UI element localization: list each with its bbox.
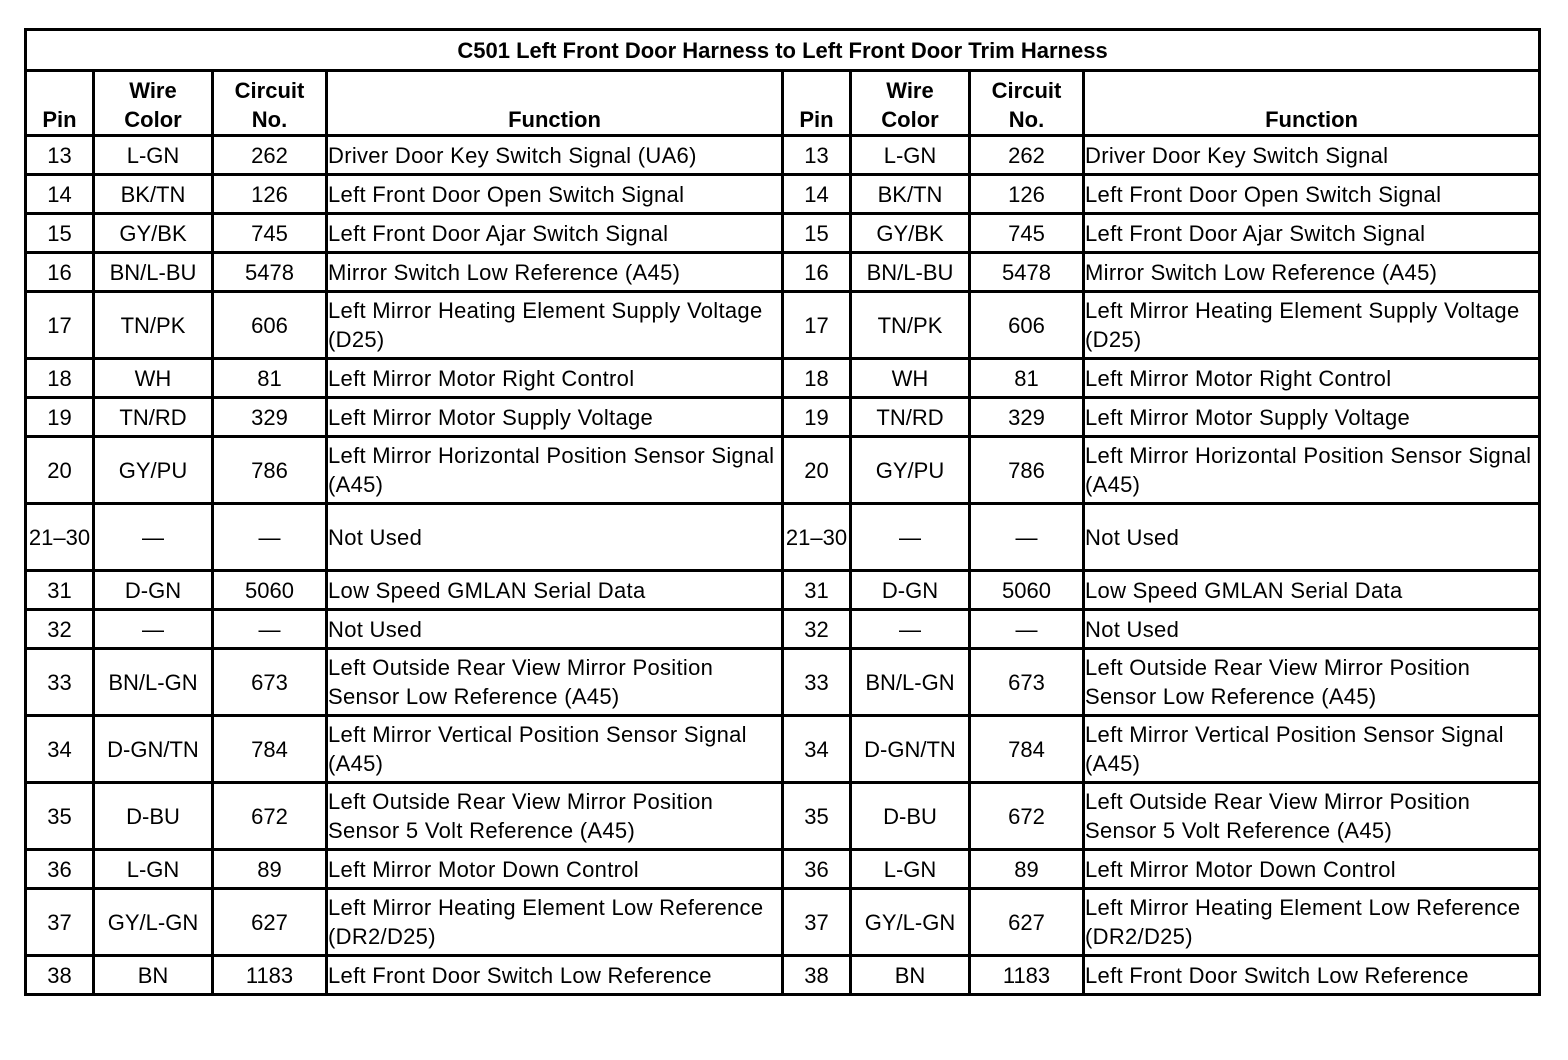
circuit-cell: 89 xyxy=(970,850,1084,889)
circuit-cell: 672 xyxy=(970,783,1084,850)
circuit-cell: 126 xyxy=(970,175,1084,214)
pin-cell: 38 xyxy=(26,956,94,995)
pin-cell: 31 xyxy=(783,571,851,610)
circuit-cell: 627 xyxy=(970,889,1084,956)
circuit-cell: 81 xyxy=(970,359,1084,398)
function-cell: Left Outside Rear View Mirror Position Sensor 5 Volt Reference (A45) xyxy=(1084,783,1540,850)
function-cell: Mirror Switch Low Reference (A45) xyxy=(1084,253,1540,292)
header-circuit-no: Circuit No. xyxy=(970,71,1084,136)
circuit-cell: 5060 xyxy=(970,571,1084,610)
circuit-cell: 606 xyxy=(970,292,1084,359)
function-cell: Left Front Door Ajar Switch Signal xyxy=(1084,214,1540,253)
circuit-cell: 81 xyxy=(213,359,327,398)
table-title: C501 Left Front Door Harness to Left Front Door Trim Harness xyxy=(26,30,1540,71)
pin-cell: 19 xyxy=(26,398,94,437)
header-circuit-no: Circuit No. xyxy=(213,71,327,136)
pin-cell: 21–30 xyxy=(783,504,851,571)
table-row xyxy=(26,610,1540,649)
function-cell: Left Outside Rear View Mirror Position Sensor 5 Volt Reference (A45) xyxy=(327,783,783,850)
circuit-cell: — xyxy=(213,504,327,571)
function-cell: Left Mirror Horizontal Position Sensor Signal (A45) xyxy=(327,437,783,504)
pin-cell: 17 xyxy=(26,292,94,359)
table-row xyxy=(26,214,1540,253)
function-cell: Mirror Switch Low Reference (A45) xyxy=(327,253,783,292)
pin-cell: 15 xyxy=(26,214,94,253)
wire-color-cell: BN xyxy=(94,956,213,995)
pin-cell: 16 xyxy=(26,253,94,292)
wire-color-cell: L-GN xyxy=(851,850,970,889)
pin-cell: 36 xyxy=(783,850,851,889)
wire-color-cell: D-GN xyxy=(94,571,213,610)
pin-cell: 20 xyxy=(783,437,851,504)
wire-color-cell: D-GN/TN xyxy=(94,716,213,783)
function-cell: Driver Door Key Switch Signal xyxy=(1084,136,1540,175)
wire-color-cell: BN/L-BU xyxy=(94,253,213,292)
wire-color-cell: D-BU xyxy=(94,783,213,850)
wire-color-cell: — xyxy=(851,504,970,571)
table-row xyxy=(26,136,1540,175)
pin-cell: 15 xyxy=(783,214,851,253)
wire-color-cell: TN/RD xyxy=(94,398,213,437)
function-cell: Left Mirror Motor Supply Voltage xyxy=(327,398,783,437)
table-row xyxy=(26,504,1540,571)
table-row xyxy=(26,437,1540,504)
table-row xyxy=(26,253,1540,292)
wire-color-cell: TN/PK xyxy=(94,292,213,359)
circuit-cell: 5060 xyxy=(213,571,327,610)
pin-cell: 32 xyxy=(26,610,94,649)
circuit-cell: 672 xyxy=(213,783,327,850)
pin-cell: 16 xyxy=(783,253,851,292)
table-row xyxy=(26,716,1540,783)
function-cell: Left Outside Rear View Mirror Position Sensor Low Reference (A45) xyxy=(1084,649,1540,716)
pin-cell: 32 xyxy=(783,610,851,649)
table-row xyxy=(26,649,1540,716)
pin-cell: 13 xyxy=(26,136,94,175)
table-row xyxy=(26,956,1540,995)
table-row xyxy=(26,571,1540,610)
function-cell: Left Outside Rear View Mirror Position Sensor Low Reference (A45) xyxy=(327,649,783,716)
circuit-cell: 673 xyxy=(970,649,1084,716)
function-cell: Left Mirror Heating Element Supply Voltage (D25) xyxy=(327,292,783,359)
wire-color-cell: GY/PU xyxy=(94,437,213,504)
wire-color-cell: — xyxy=(94,504,213,571)
circuit-cell: 745 xyxy=(213,214,327,253)
function-cell: Low Speed GMLAN Serial Data xyxy=(1084,571,1540,610)
table-row xyxy=(26,889,1540,956)
wire-color-cell: BN/L-GN xyxy=(851,649,970,716)
function-cell: Left Mirror Vertical Position Sensor Signal (A45) xyxy=(327,716,783,783)
circuit-cell: 5478 xyxy=(213,253,327,292)
function-cell: Left Mirror Heating Element Supply Voltage (D25) xyxy=(1084,292,1540,359)
wire-color-cell: GY/L-GN xyxy=(851,889,970,956)
pin-cell: 14 xyxy=(783,175,851,214)
wire-color-cell: GY/BK xyxy=(851,214,970,253)
pin-cell: 35 xyxy=(26,783,94,850)
wire-color-cell: — xyxy=(851,610,970,649)
table-row xyxy=(26,292,1540,359)
wire-color-cell: — xyxy=(94,610,213,649)
table-row xyxy=(26,783,1540,850)
header-wire-color: Wire Color xyxy=(94,71,213,136)
function-cell: Left Mirror Heating Element Low Reference (DR2/D25) xyxy=(327,889,783,956)
wire-color-cell: GY/PU xyxy=(851,437,970,504)
pin-cell: 33 xyxy=(783,649,851,716)
circuit-cell: 89 xyxy=(213,850,327,889)
wire-color-cell: WH xyxy=(851,359,970,398)
wire-color-cell: GY/BK xyxy=(94,214,213,253)
wire-color-cell: L-GN xyxy=(94,136,213,175)
header-function: Function xyxy=(327,71,783,136)
pin-cell: 18 xyxy=(783,359,851,398)
circuit-cell: 5478 xyxy=(970,253,1084,292)
pin-cell: 19 xyxy=(783,398,851,437)
circuit-cell: 745 xyxy=(970,214,1084,253)
function-cell: Left Front Door Ajar Switch Signal xyxy=(327,214,783,253)
header-pin: Pin xyxy=(783,71,851,136)
wire-color-cell: L-GN xyxy=(851,136,970,175)
wire-color-cell: BN xyxy=(851,956,970,995)
function-cell: Left Front Door Switch Low Reference xyxy=(327,956,783,995)
function-cell: Not Used xyxy=(1084,504,1540,571)
function-cell: Left Front Door Open Switch Signal xyxy=(327,175,783,214)
pin-cell: 37 xyxy=(26,889,94,956)
wire-color-cell: D-GN xyxy=(851,571,970,610)
header-wire-color: Wire Color xyxy=(851,71,970,136)
circuit-cell: 627 xyxy=(213,889,327,956)
function-cell: Not Used xyxy=(327,504,783,571)
pin-cell: 36 xyxy=(26,850,94,889)
table-row xyxy=(26,175,1540,214)
pin-cell: 31 xyxy=(26,571,94,610)
function-cell: Left Mirror Motor Right Control xyxy=(1084,359,1540,398)
function-cell: Left Front Door Open Switch Signal xyxy=(1084,175,1540,214)
pin-cell: 33 xyxy=(26,649,94,716)
wire-color-cell: BN/L-GN xyxy=(94,649,213,716)
pin-cell: 17 xyxy=(783,292,851,359)
function-cell: Left Front Door Switch Low Reference xyxy=(1084,956,1540,995)
header-function: Function xyxy=(1084,71,1540,136)
function-cell: Left Mirror Motor Supply Voltage xyxy=(1084,398,1540,437)
function-cell: Left Mirror Heating Element Low Reference (DR2/D25) xyxy=(1084,889,1540,956)
circuit-cell: 786 xyxy=(970,437,1084,504)
wire-color-cell: TN/RD xyxy=(851,398,970,437)
circuit-cell: 1183 xyxy=(213,956,327,995)
pin-cell: 35 xyxy=(783,783,851,850)
table-row xyxy=(26,359,1540,398)
function-cell: Left Mirror Vertical Position Sensor Signal (A45) xyxy=(1084,716,1540,783)
circuit-cell: 786 xyxy=(213,437,327,504)
circuit-cell: 673 xyxy=(213,649,327,716)
circuit-cell: 262 xyxy=(213,136,327,175)
function-cell: Left Mirror Motor Down Control xyxy=(327,850,783,889)
pin-cell: 21–30 xyxy=(26,504,94,571)
wire-color-cell: D-BU xyxy=(851,783,970,850)
pin-cell: 34 xyxy=(783,716,851,783)
circuit-cell: 784 xyxy=(213,716,327,783)
wire-color-cell: D-GN/TN xyxy=(851,716,970,783)
wire-color-cell: BK/TN xyxy=(94,175,213,214)
pin-cell: 14 xyxy=(26,175,94,214)
function-cell: Low Speed GMLAN Serial Data xyxy=(327,571,783,610)
circuit-cell: — xyxy=(213,610,327,649)
function-cell: Left Mirror Motor Right Control xyxy=(327,359,783,398)
wire-color-cell: BK/TN xyxy=(851,175,970,214)
circuit-cell: 329 xyxy=(970,398,1084,437)
circuit-cell: — xyxy=(970,610,1084,649)
circuit-cell: 262 xyxy=(970,136,1084,175)
pin-cell: 20 xyxy=(26,437,94,504)
pin-cell: 37 xyxy=(783,889,851,956)
circuit-cell: 126 xyxy=(213,175,327,214)
function-cell: Left Mirror Horizontal Position Sensor Signal (A45) xyxy=(1084,437,1540,504)
circuit-cell: 329 xyxy=(213,398,327,437)
header-pin: Pin xyxy=(26,71,94,136)
wire-color-cell: L-GN xyxy=(94,850,213,889)
wire-color-cell: GY/L-GN xyxy=(94,889,213,956)
function-cell: Not Used xyxy=(327,610,783,649)
table-row xyxy=(26,398,1540,437)
wire-color-cell: TN/PK xyxy=(851,292,970,359)
function-cell: Left Mirror Motor Down Control xyxy=(1084,850,1540,889)
pin-cell: 13 xyxy=(783,136,851,175)
pin-cell: 38 xyxy=(783,956,851,995)
pin-cell: 18 xyxy=(26,359,94,398)
circuit-cell: 606 xyxy=(213,292,327,359)
wire-color-cell: WH xyxy=(94,359,213,398)
pin-cell: 34 xyxy=(26,716,94,783)
connector-pinout-table xyxy=(24,28,1541,996)
function-cell: Not Used xyxy=(1084,610,1540,649)
circuit-cell: — xyxy=(970,504,1084,571)
circuit-cell: 1183 xyxy=(970,956,1084,995)
circuit-cell: 784 xyxy=(970,716,1084,783)
wire-color-cell: BN/L-BU xyxy=(851,253,970,292)
table-row xyxy=(26,850,1540,889)
function-cell: Driver Door Key Switch Signal (UA6) xyxy=(327,136,783,175)
